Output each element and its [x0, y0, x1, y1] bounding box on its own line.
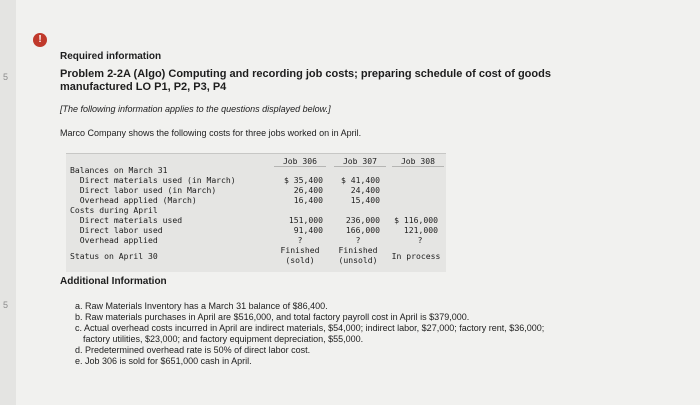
status-cell: In process [391, 251, 441, 261]
additional-info-list [75, 301, 655, 367]
status-cell: (sold) [285, 255, 315, 265]
row-label: Direct materials used (in March) [70, 175, 236, 185]
table-cell: 24,400 [350, 185, 380, 195]
table-cell-unknown: ? [417, 235, 423, 245]
margin-mark: 5 [3, 300, 9, 310]
list-item: d. Predetermined overhead rate is 50% of direct labor cost. [75, 345, 311, 355]
alert-icon: ! [33, 33, 47, 47]
row-label: Costs during April [70, 205, 158, 215]
table-cell: 236,000 [345, 215, 380, 225]
list-item-continuation: factory utilities, $23,000; and factory equipment depreciation, $55,000. [83, 334, 364, 344]
table-cell: $ 41,400 [341, 175, 380, 185]
job-cost-table [66, 153, 446, 272]
row-label: Status on April 30 [70, 251, 158, 261]
intro-text: Marco Company shows the following costs for three jobs worked on in April. [60, 128, 362, 138]
row-label: Direct labor used (in March) [70, 185, 217, 195]
table-cell-unknown: ? [297, 235, 303, 245]
table-cell-unknown: ? [355, 235, 361, 245]
column-rule [392, 166, 444, 167]
table-cell: 91,400 [293, 225, 323, 235]
left-margin-strip [0, 0, 16, 405]
list-item: e. Job 306 is sold for $651,000 cash in April. [75, 356, 252, 366]
table-cell: 16,400 [293, 195, 323, 205]
table-cell: 151,000 [288, 215, 323, 225]
table-cell: $ 35,400 [284, 175, 323, 185]
row-label: Overhead applied (March) [70, 195, 197, 205]
required-info-label: Required information [60, 51, 162, 62]
row-label: Direct labor used [70, 225, 163, 235]
table-cell: 15,400 [350, 195, 380, 205]
column-header-job-308: Job 308 [400, 156, 436, 166]
table-cell: $ 116,000 [394, 215, 438, 225]
list-item: c. Actual overhead costs incurred in April are indirect materials, $54,000; indirect labor, $27,000; factory rent, $36,000; [75, 323, 545, 333]
applies-note: [The following information applies to the questions displayed below.] [60, 104, 331, 114]
problem-header [60, 51, 680, 139]
list-item: a. Raw Materials Inventory has a March 31 balance of $86,400. [75, 301, 328, 311]
column-rule [334, 166, 386, 167]
status-cell: Finished [280, 245, 320, 255]
problem-title: Problem 2-2A (Algo) Computing and recording job costs; preparing schedule of cost of goods manufactured LO P1, P2, P3, P4 [60, 68, 551, 93]
column-header-job-306: Job 306 [282, 156, 318, 166]
margin-mark: 5 [3, 72, 9, 82]
additional-info-title: Additional Information [60, 276, 167, 287]
row-label: Overhead applied [70, 235, 158, 245]
status-cell: (unsold) [338, 255, 378, 265]
table-cell: 166,000 [345, 225, 380, 235]
column-rule [274, 166, 326, 167]
row-label: Balances on March 31 [70, 165, 168, 175]
column-header-job-307: Job 307 [342, 156, 378, 166]
status-cell: Finished [338, 245, 378, 255]
row-label: Direct materials used [70, 215, 183, 225]
list-item: b. Raw materials purchases in April are $516,000, and total factory payroll cost in April is $379,000. [75, 312, 470, 322]
table-cell: 26,400 [293, 185, 323, 195]
table-cell: 121,000 [403, 225, 438, 235]
